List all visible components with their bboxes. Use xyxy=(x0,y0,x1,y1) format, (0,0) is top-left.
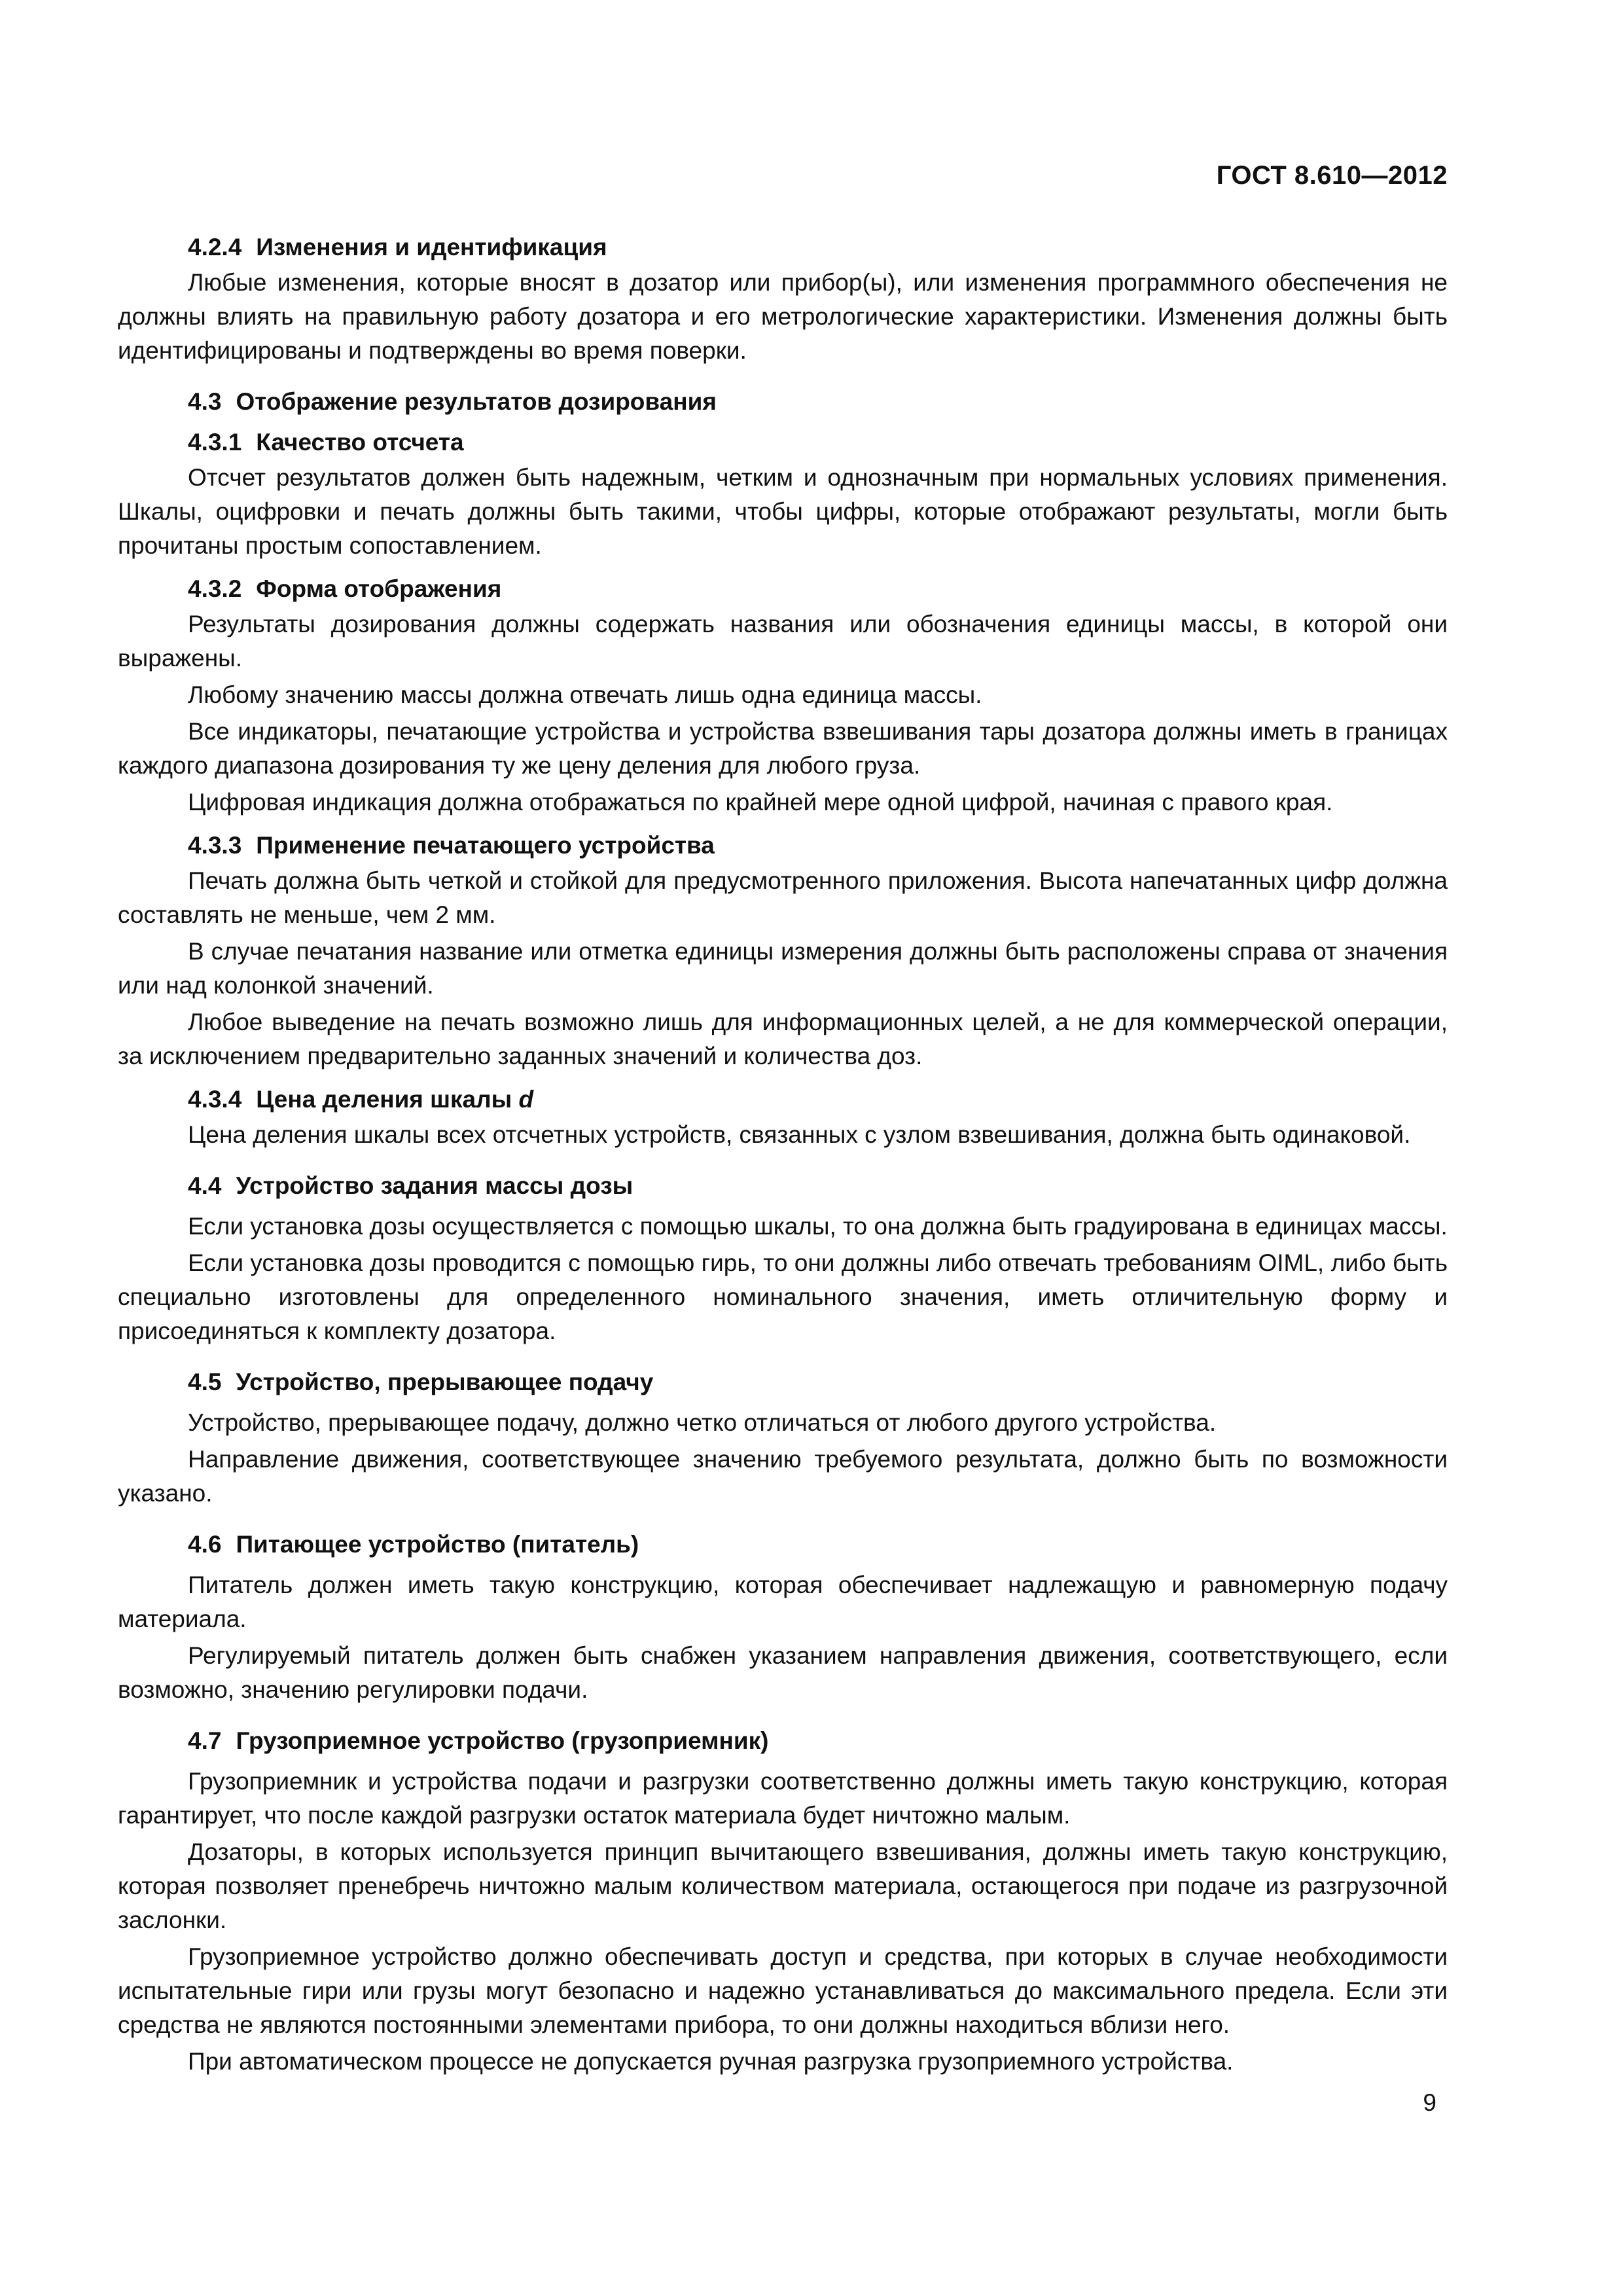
page-number: 9 xyxy=(1423,2089,1436,2116)
paragraph: Если установка дозы проводится с помощью гирь, то они должны либо отвечать требованиям OIML, либо быть специально изготовлены для определенного номинального значения, иметь отличительную форму и присоединяться к комплекту дозатора. xyxy=(118,1249,1448,1344)
paragraph: Цена деления шкалы всех отсчетных устройств, связанных с узлом взвешивания, должна быть одинаковой. xyxy=(188,1121,1411,1148)
section-heading-4-2-4 xyxy=(118,230,1448,264)
section-title: Изменения и идентификация xyxy=(256,234,607,260)
section-heading-4-4 xyxy=(118,1169,1448,1203)
section-title: Питающее устройство (питатель) xyxy=(236,1531,639,1558)
document-body xyxy=(118,230,1448,2079)
paragraph: Любые изменения, которые вносят в дозатор или прибор(ы), или изменения программного обеспечения не должны влиять на правильную работу дозатора и его метрологические характеристики. Изменения должны быть идентифицированы и подтверждены во время поверки. xyxy=(118,269,1448,364)
section-number: 4.3.3 xyxy=(188,832,242,859)
section-heading-4-3-4 xyxy=(118,1083,1448,1117)
section-title: Применение печатающего устройства xyxy=(256,832,715,859)
paragraph: Результаты дозирования должны содержать названия или обозначения единицы массы, в которой они выражены. xyxy=(118,611,1448,672)
section-heading-4-3 xyxy=(118,385,1448,419)
section-title-variable: d xyxy=(518,1086,534,1113)
paragraph: Дозаторы, в которых используется принцип вычитающего взвешивания, должны иметь такую конструкцию, которая позволяет пренебречь ничтожно малым количеством материала, остающегося при подаче из разгрузочной заслонки. xyxy=(118,1839,1448,1933)
paragraph: Все индикаторы, печатающие устройства и устройства взвешивания тары дозатора должны иметь в границах каждого диапазона дозирования ту же цену деления для любого груза. xyxy=(118,718,1448,779)
paragraph: Любое выведение на печать возможно лишь для информационных целей, а не для коммерческой операции, за исключением предварительно заданных значений и количества доз. xyxy=(118,1009,1448,1069)
section-number: 4.3.2 xyxy=(188,575,242,602)
paragraph: Цифровая индикация должна отображаться по крайней мере одной цифрой, начиная с правого края. xyxy=(188,789,1333,816)
section-title: Отображение результатов дозирования xyxy=(236,388,717,415)
paragraph: В случае печатания название или отметка единицы измерения должны быть расположены справа от значения или над колонкой значений. xyxy=(118,938,1448,999)
section-number: 4.6 xyxy=(188,1531,222,1558)
section-number: 4.3 xyxy=(188,388,222,415)
paragraph: Грузоприемное устройство должно обеспечивать доступ и средства, при которых в случае необходимости испытательные гири или грузы могут безопасно и надежно устанавливаться до максимального предела. Если эти средства не являются постоянными элементами прибора, то они должны находиться вблизи него. xyxy=(118,1943,1448,2038)
paragraph: Любому значению массы должна отвечать лишь одна единица массы. xyxy=(188,681,982,708)
paragraph: Устройство, прерывающее подачу, должно четко отличаться от любого другого устройства. xyxy=(188,1409,1217,1436)
section-heading-4-3-3 xyxy=(118,829,1448,863)
section-number: 4.5 xyxy=(188,1369,222,1395)
section-number: 4.4 xyxy=(188,1172,222,1199)
paragraph: Регулируемый питатель должен быть снабжен указанием направления движения, соответствующего, если возможно, значению регулировки подачи. xyxy=(118,1642,1448,1703)
paragraph: Питатель должен иметь такую конструкцию, которая обеспечивает надлежащую и равномерную подачу материала. xyxy=(118,1571,1448,1632)
section-heading-4-5 xyxy=(118,1365,1448,1399)
paragraph: При автоматическом процессе не допускается ручная разгрузка грузоприемного устройства. xyxy=(188,2048,1234,2075)
paragraph: Грузоприемник и устройства подачи и разгрузки соответственно должны иметь такую конструкцию, которая гарантирует, что после каждой разгрузки остаток материала будет ничтожно малым. xyxy=(118,1768,1448,1829)
section-heading-4-7 xyxy=(118,1724,1448,1758)
section-heading-4-3-2 xyxy=(118,572,1448,606)
paragraph: Печать должна быть четкой и стойкой для предусмотренного приложения. Высота напечатанных цифр должна составлять не меньше, чем 2 мм. xyxy=(118,867,1448,928)
section-number: 4.7 xyxy=(188,1727,222,1754)
section-heading-4-6 xyxy=(118,1528,1448,1562)
section-title: Качество отсчета xyxy=(256,429,464,456)
section-heading-4-3-1 xyxy=(118,425,1448,459)
paragraph: Направление движения, соответствующее значению требуемого результата, должно быть по возможности указано. xyxy=(118,1446,1448,1507)
section-number: 4.2.4 xyxy=(188,234,242,260)
section-number: 4.3.1 xyxy=(188,429,242,456)
paragraph: Если установка дозы осуществляется с помощью шкалы, то она должна быть градуирована в единицах массы. xyxy=(188,1213,1448,1240)
section-title: Устройство задания массы дозы xyxy=(236,1172,633,1199)
section-title: Устройство, прерывающее подачу xyxy=(236,1369,654,1395)
section-title: Форма отображения xyxy=(256,575,502,602)
section-title: Цена деления шкалы xyxy=(256,1086,512,1113)
standard-designation: ГОСТ 8.610—2012 xyxy=(1216,161,1448,190)
section-number: 4.3.4 xyxy=(188,1086,242,1113)
section-title: Грузоприемное устройство (грузоприемник) xyxy=(236,1727,769,1754)
paragraph: Отсчет результатов должен быть надежным, четким и однозначным при нормальных условиях применения. Шкалы, оцифровки и печать должны быть такими, чтобы цифры, которые отображают результаты, могли быть прочитаны простым сопоставлением. xyxy=(118,464,1448,559)
